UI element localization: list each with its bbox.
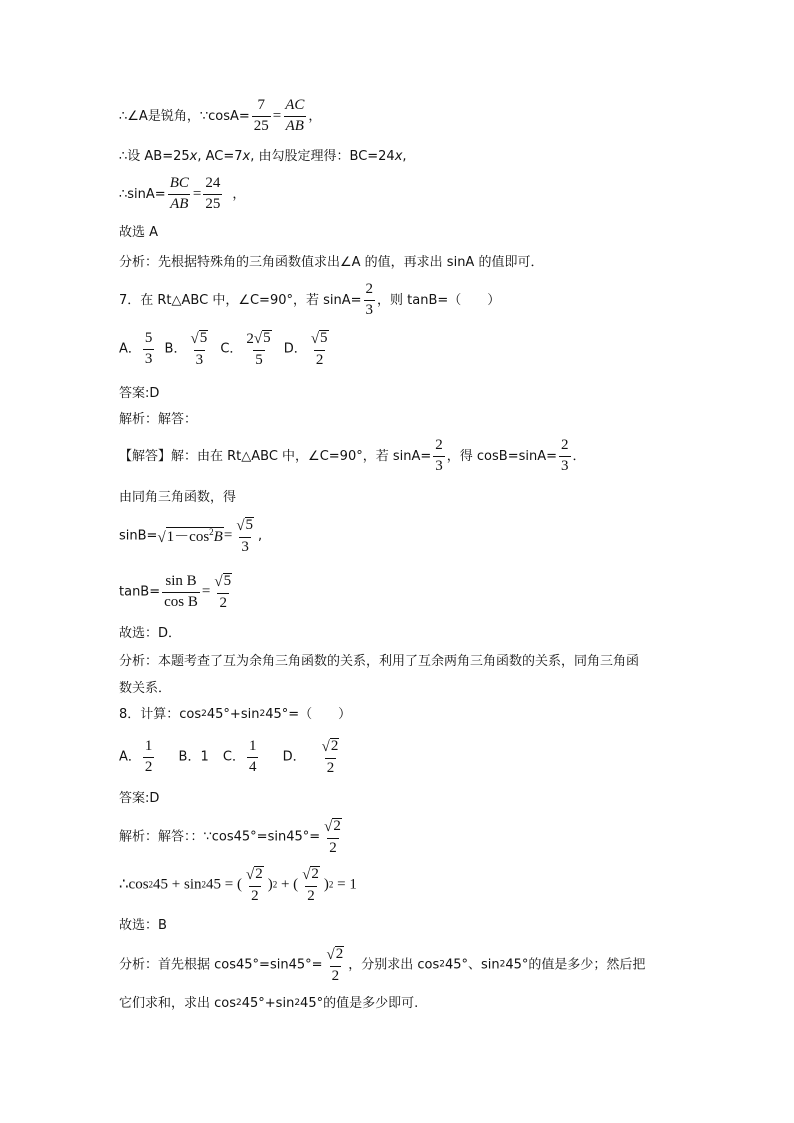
numerator: AC [285, 97, 305, 113]
exponent: 2 [209, 526, 214, 537]
denominator: 2 [331, 967, 340, 984]
exponent: 2 [272, 879, 278, 890]
fraction [162, 574, 200, 611]
text: ∴∠A是锐角，∵cosA= [119, 108, 250, 124]
text: 7．在 Rt△ABC 中，∠C=90°，若 sinA= [119, 292, 362, 308]
denominator: 3 [365, 301, 374, 318]
fraction [309, 330, 331, 368]
text: 45 + sin [153, 876, 202, 893]
sqrt: √ 5 [310, 330, 328, 347]
text: 45°=（ ） [265, 707, 352, 722]
text: tanB= [119, 584, 161, 600]
denominator: 25 [205, 195, 221, 212]
denominator: 4 [248, 758, 257, 775]
text: 45°+sin [206, 707, 260, 722]
var-x: x [189, 149, 198, 164]
fraction [559, 438, 571, 475]
denominator: 3 [435, 457, 443, 474]
solution-7 [119, 438, 586, 475]
line-assume [119, 150, 407, 163]
fraction [212, 573, 234, 611]
choose-b-8: 故选：B [119, 918, 167, 933]
radicand: 2 [255, 866, 263, 882]
text: ， [308, 108, 322, 124]
fraction [143, 331, 155, 368]
text: 分析：首先根据 cos45°=sin45°= [119, 957, 323, 973]
denominator: 2 [326, 759, 335, 776]
radicand: 1－cos [166, 528, 210, 545]
exponent: 2 [148, 879, 154, 890]
sqrt: √ 2 [326, 946, 344, 963]
line-choose-a: 故选 A [119, 225, 159, 240]
text: 45 = ( [206, 876, 242, 893]
answer-7: 答案:D [119, 386, 160, 401]
fraction [168, 176, 191, 213]
text: 8．计算：cos [119, 707, 202, 722]
answer-8: 答案:D [119, 791, 160, 806]
fraction [433, 438, 445, 475]
radicand: 2 [311, 866, 319, 882]
option-c-label: C． [220, 341, 243, 357]
option-b-label: B．1 [178, 749, 209, 765]
numerator: 5 [144, 329, 153, 346]
fraction [322, 818, 344, 856]
fraction [252, 98, 271, 135]
radicand: 2 [335, 946, 344, 962]
numerator: 24 [205, 175, 221, 191]
numerator: sin B [165, 572, 197, 589]
fraction [325, 946, 347, 984]
denominator: 2 [144, 758, 153, 775]
numerator: 7 [257, 97, 265, 113]
exponent: 2 [294, 998, 301, 1008]
text: ∴设 AB=25 [119, 149, 190, 164]
fraction [283, 98, 306, 135]
sqrt: √ 2 [321, 738, 339, 755]
fraction [300, 866, 322, 904]
exponent: 2 [439, 959, 445, 970]
sqrt: √ 5 [214, 573, 232, 590]
same-angle-line: 由同角三角函数，得 [119, 490, 237, 505]
fraction [244, 330, 273, 368]
text: ， [232, 186, 246, 202]
line-sinA [119, 176, 245, 213]
text: + ( [277, 876, 299, 893]
numerator: 1 [248, 737, 257, 754]
text: ∴sinA= [119, 186, 166, 202]
equals: = [201, 583, 211, 600]
analysis-label-8 [119, 818, 346, 856]
text: 【解答】解：由在 Rt△ABC 中，∠C=90°，若 sinA= [119, 448, 432, 464]
line-analysis-6: 分析：先根据特殊角的三角函数值求出∠A 的值，再求出 sinA 的值即可． [119, 255, 544, 270]
option-d-label: D． [283, 341, 307, 357]
analysis-8b [119, 997, 418, 1010]
text: ． [572, 448, 586, 464]
radicand: 2 [330, 738, 339, 754]
text: ，则 tanB=（ ） [377, 292, 501, 308]
denominator: cos B [164, 593, 198, 610]
equals: = [192, 185, 202, 202]
radicand: 5 [320, 330, 328, 346]
fraction [244, 866, 266, 904]
text: ，分别求出 cos [348, 957, 440, 973]
text: sinB= [119, 528, 158, 544]
fraction [247, 739, 259, 776]
var-x: x [394, 149, 403, 164]
equals: = [223, 527, 233, 544]
option-a-label: A． [119, 749, 141, 765]
option-d-label: D． [282, 749, 306, 765]
denominator: 5 [255, 351, 263, 368]
sqrt: √ 2 [324, 818, 341, 835]
text: 解析：解答：：∵cos45°=sin45°= [119, 829, 321, 845]
text: , [258, 528, 263, 544]
numerator: 2 [365, 281, 374, 297]
fraction [234, 517, 256, 555]
question-8 [119, 708, 351, 721]
sqrt: √ $1-\cos^2B$ [157, 526, 223, 546]
text: ∴cos [119, 876, 149, 893]
denominator: 2 [315, 351, 324, 368]
text: , AC=7 [197, 149, 243, 164]
equation-8 [119, 866, 357, 904]
analysis-8a [119, 946, 645, 984]
text: 45°、sin [444, 957, 500, 973]
option-c-label: C． [222, 749, 245, 765]
exponent: 2 [236, 998, 242, 1008]
denominator: 25 [253, 117, 269, 134]
numerator: 1 [144, 737, 153, 754]
option-b-label: B． [164, 341, 187, 357]
exponent: 2 [201, 879, 207, 890]
option-a-label: A． [119, 341, 141, 357]
var-x: x [242, 149, 251, 164]
question-7 [119, 282, 500, 319]
text: 45°+sin [241, 996, 295, 1011]
denominator: 2 [219, 594, 227, 611]
sinB-line [119, 517, 262, 555]
fraction [364, 282, 376, 319]
fraction [320, 738, 342, 776]
text: , 由勾股定理得：BC=24 [250, 149, 395, 164]
radicand: 5 [223, 573, 232, 589]
exponent: 2 [328, 879, 334, 890]
sqrt: √ 2 [302, 866, 319, 883]
numerator: 2 [561, 437, 569, 453]
line-cosA [119, 98, 321, 135]
denominator: AB [170, 195, 189, 212]
denominator: 3 [195, 351, 204, 368]
denominator: AB [285, 117, 304, 134]
sqrt: √ 5 [253, 330, 271, 347]
denominator: 3 [144, 350, 153, 367]
tanB-line [119, 573, 236, 611]
options-8 [119, 738, 343, 776]
fraction [143, 739, 155, 776]
denominator: 2 [307, 887, 315, 904]
exponent: 2 [201, 709, 207, 719]
choose-d-7: 故选：D． [119, 626, 182, 641]
numerator: BC [169, 175, 189, 191]
sqrt: √ 2 [245, 866, 263, 883]
text: 45°的值是多少；然后把 [505, 957, 646, 973]
sqrt: √ 5 [236, 517, 254, 534]
options-7 [119, 330, 333, 368]
radicand: 5 [263, 330, 271, 346]
denominator: 3 [561, 457, 569, 474]
text: ，得 cosB=sinA= [446, 448, 557, 464]
analysis-label-7: 解析：解答： [119, 412, 198, 427]
fraction [203, 176, 222, 213]
text: ) [267, 876, 273, 893]
denominator: 2 [251, 887, 259, 904]
denominator: 3 [241, 538, 249, 555]
exponent: 2 [259, 709, 266, 719]
denominator: 2 [329, 839, 337, 856]
radicand: 2 [333, 818, 341, 834]
coefficient: 2 [246, 330, 254, 347]
text: 它们求和，求出 cos [119, 996, 237, 1011]
fraction [188, 330, 210, 368]
text: = 1 [333, 876, 357, 893]
analysis-7a: 分析：本题考查了互为余角三角函数的关系，利用了互余两角三角函数的关系，同角三角函 [119, 654, 640, 669]
analysis-7b: 数关系． [119, 681, 172, 696]
sqrt: √ 5 [190, 330, 208, 347]
text: , [402, 149, 407, 164]
text: 45°的值是多少即可. [300, 996, 419, 1011]
var-b: B [213, 528, 223, 545]
text: ) [323, 876, 329, 893]
equals: = [272, 107, 282, 124]
radicand: 5 [199, 330, 208, 346]
numerator: 2 [435, 437, 443, 453]
radicand: 5 [245, 517, 254, 533]
exponent: 2 [499, 959, 506, 970]
